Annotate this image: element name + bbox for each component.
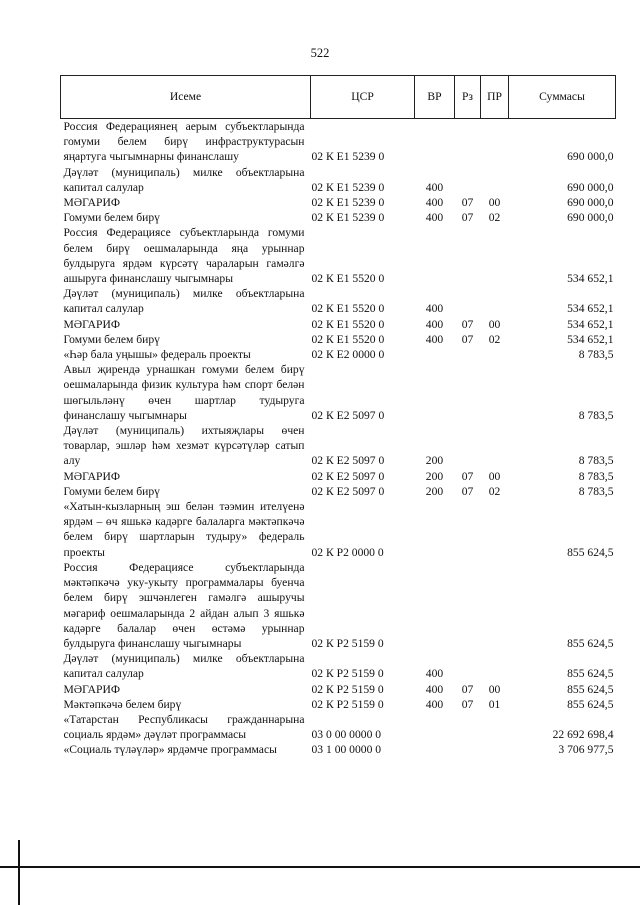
cell-vr [415, 225, 455, 286]
cell-vr [415, 712, 455, 742]
cell-vr [415, 347, 455, 362]
cell-sum: 855 624,5 [567, 697, 614, 711]
cell-csr: 02 К Е1 5520 0 [311, 317, 385, 331]
cell-sum: 855 624,5 [567, 636, 614, 650]
cell-sum: 534 652,1 [567, 272, 614, 286]
cell-vr [415, 742, 455, 757]
cell-sum: 8 783,5 [578, 408, 614, 422]
cell-csr: 02 К Р2 5159 0 [311, 636, 384, 650]
cell-rz [455, 362, 481, 423]
header-rz: Рз [455, 76, 481, 119]
cell-vr: 200 [425, 454, 444, 468]
table-row [61, 347, 616, 362]
cell-pr [481, 165, 509, 195]
table-row [61, 119, 616, 165]
cell-pr [481, 742, 509, 757]
cell-vr [415, 560, 455, 651]
cell-pr: 02 [488, 211, 501, 225]
cell-csr: 02 К Е1 5239 0 [311, 196, 385, 210]
table-row [61, 332, 616, 347]
cell-vr [415, 119, 455, 165]
cell-rz: 07 [461, 484, 474, 498]
page-number: 522 [310, 46, 330, 60]
cell-vr: 400 [425, 667, 444, 681]
cell-name: Дәүләт (муниципаль) ихтыяҗлары өчен товарлар, эшләр һәм хезмәт күрсәтүләр сатып алу [63, 424, 305, 468]
scan-edge-left [18, 840, 20, 905]
cell-pr [481, 651, 509, 681]
cell-name: «Татарстан Республикасы гражданнарына социаль ярдәм» дәүләт программасы [63, 712, 305, 742]
cell-sum: 690 000,0 [567, 180, 614, 194]
header-pr: ПР [481, 76, 509, 119]
table-row [61, 712, 616, 742]
cell-sum: 534 652,1 [567, 332, 614, 346]
cell-name: Россия Федерациянең аерым субъектларында гомуми белем бирү инфраструктурасын яңартуга чыгымнарны финанслашу [63, 120, 305, 164]
cell-csr: 02 К Р2 5159 0 [311, 697, 384, 711]
table-row [61, 469, 616, 484]
cell-csr: 02 К Е2 5097 0 [311, 454, 385, 468]
header-sum: Суммасы [509, 76, 616, 119]
cell-name: «Хатын-кызларның эш белән тәэмин ителүенә ярдәм – өч яшькә кадәрге балаларга мәктәпкәчә белем бирү шартларын тудыру» федераль проекты [63, 500, 305, 559]
cell-name: МӘГАРИФ [63, 317, 120, 331]
cell-sum: 855 624,5 [567, 667, 614, 681]
budget-table [60, 75, 616, 758]
cell-csr: 02 К Е1 5520 0 [311, 302, 385, 316]
cell-vr: 400 [425, 211, 444, 225]
table-row [61, 560, 616, 651]
cell-vr: 400 [425, 317, 444, 331]
cell-csr: 02 К Р2 0000 0 [311, 545, 384, 559]
cell-csr: 02 К Е2 5097 0 [311, 469, 385, 483]
cell-pr [481, 560, 509, 651]
table-row [61, 165, 616, 195]
cell-rz: 07 [461, 469, 474, 483]
cell-vr: 200 [425, 484, 444, 498]
cell-vr: 400 [425, 302, 444, 316]
cell-name: «Һәр бала уңышы» федераль проекты [63, 348, 251, 362]
cell-vr: 400 [425, 697, 444, 711]
cell-csr: 03 1 00 0000 0 [311, 743, 382, 757]
cell-pr [481, 423, 509, 469]
cell-rz [455, 225, 481, 286]
cell-rz [455, 651, 481, 681]
cell-pr [481, 286, 509, 316]
cell-name: Россия Федерациясе субъектларында мәктәпкәчә уку-укыту программалары буенча белем бирү эшчәнлеген гамәлгә ашыручы мәгариф оешмаларында 2 айдан алып 3 яшькә кадәрге балалар өчен өстәмә урыннар булдыруга финанслашу чыгымнары [63, 560, 305, 650]
cell-sum: 8 783,5 [578, 348, 614, 362]
cell-name: Дәүләт (муниципаль) милке объектларына капитал салулар [63, 287, 305, 316]
cell-sum: 22 692 698,4 [552, 728, 614, 742]
cell-sum: 8 783,5 [578, 484, 614, 498]
cell-name: МӘГАРИФ [63, 469, 120, 483]
table-row [61, 195, 616, 210]
table-body [61, 119, 616, 758]
cell-csr: 02 К Е1 5239 0 [311, 150, 385, 164]
cell-name: Дәүләт (муниципаль) милке объектларына капитал салулар [63, 165, 305, 194]
table-row [61, 225, 616, 286]
cell-pr [481, 362, 509, 423]
cell-name: Дәүләт (муниципаль) милке объектларына капитал салулар [63, 652, 305, 681]
cell-pr [481, 225, 509, 286]
table-row [61, 210, 616, 225]
cell-csr: 03 0 00 0000 0 [311, 728, 382, 742]
cell-rz [455, 286, 481, 316]
cell-vr: 400 [425, 196, 444, 210]
cell-name: Авыл җирендә урнашкан гомуми белем бирү оешмаларында физик культура һәм спорт белән шөгыльләнү өчен шартлар тудыруга финанслашу чыгымнары [63, 363, 305, 422]
cell-rz [455, 119, 481, 165]
cell-pr [481, 499, 509, 560]
cell-name: Гомуми белем бирү [63, 484, 160, 498]
cell-pr: 02 [488, 484, 501, 498]
cell-rz: 07 [461, 317, 474, 331]
cell-rz: 07 [461, 211, 474, 225]
cell-name: «Социаль түләүләр» ярдәмче программасы [63, 743, 277, 757]
cell-rz: 07 [461, 697, 474, 711]
cell-name: Россия Федерациясе субъектларында гомуми белем бирү оешмаларында яңа урыннар булдыруга ярдәм күрсәтү чараларын гамәлгә ашыруга финанслашу чыгымнары [63, 226, 305, 286]
cell-name: Гомуми белем бирү [63, 332, 160, 346]
cell-name: МӘГАРИФ [63, 196, 120, 210]
table-row [61, 484, 616, 499]
cell-csr: 02 К Е2 5097 0 [311, 484, 385, 498]
cell-vr [415, 499, 455, 560]
header-vr: ВР [415, 76, 455, 119]
cell-csr: 02 К Е1 5520 0 [311, 332, 385, 346]
table-row [61, 499, 616, 560]
cell-sum: 690 000,0 [567, 211, 614, 225]
cell-vr: 400 [425, 180, 444, 194]
cell-name: Мәктәпкәчә белем бирү [63, 697, 182, 711]
cell-rz: 07 [461, 196, 474, 210]
cell-rz [455, 560, 481, 651]
cell-name: МӘГАРИФ [63, 682, 120, 696]
table-row [61, 697, 616, 712]
cell-sum: 534 652,1 [567, 302, 614, 316]
cell-vr: 400 [425, 332, 444, 346]
cell-rz [455, 742, 481, 757]
cell-csr: 02 К Р2 5159 0 [311, 682, 384, 696]
table-row [61, 423, 616, 469]
cell-rz: 07 [461, 332, 474, 346]
cell-vr [415, 362, 455, 423]
cell-rz: 07 [461, 682, 474, 696]
table-row [61, 286, 616, 316]
cell-csr: 02 К Е2 0000 0 [311, 348, 385, 362]
cell-name: Гомуми белем бирү [63, 211, 160, 225]
table-row [61, 651, 616, 681]
cell-csr: 02 К Е1 5520 0 [311, 272, 385, 286]
cell-csr: 02 К Е1 5239 0 [311, 180, 385, 194]
cell-pr: 00 [488, 682, 501, 696]
cell-sum: 8 783,5 [578, 469, 614, 483]
table-row [61, 742, 616, 757]
cell-sum: 690 000,0 [567, 150, 614, 164]
cell-sum: 8 783,5 [578, 454, 614, 468]
cell-vr: 400 [425, 682, 444, 696]
cell-pr [481, 347, 509, 362]
cell-sum: 690 000,0 [567, 196, 614, 210]
cell-sum: 3 706 977,5 [558, 743, 614, 757]
cell-rz [455, 423, 481, 469]
cell-csr: 02 К Р2 5159 0 [311, 667, 384, 681]
table-row [61, 682, 616, 697]
header-name: Исеме [61, 76, 311, 119]
cell-sum: 855 624,5 [567, 682, 614, 696]
cell-pr [481, 119, 509, 165]
header-csr: ЦСР [311, 76, 415, 119]
cell-rz [455, 165, 481, 195]
table-row [61, 362, 616, 423]
cell-pr: 00 [488, 317, 501, 331]
cell-csr: 02 К Е2 5097 0 [311, 408, 385, 422]
cell-csr: 02 К Е1 5239 0 [311, 211, 385, 225]
cell-pr: 00 [488, 469, 501, 483]
cell-vr: 200 [425, 469, 444, 483]
cell-sum: 855 624,5 [567, 545, 614, 559]
cell-pr: 01 [488, 697, 501, 711]
cell-pr: 02 [488, 332, 501, 346]
table-row [61, 317, 616, 332]
scan-edge-bottom [0, 866, 640, 868]
cell-rz [455, 712, 481, 742]
cell-sum: 534 652,1 [567, 317, 614, 331]
cell-pr: 00 [488, 196, 501, 210]
cell-rz [455, 499, 481, 560]
table-header-row [61, 76, 616, 119]
cell-pr [481, 712, 509, 742]
cell-rz [455, 347, 481, 362]
